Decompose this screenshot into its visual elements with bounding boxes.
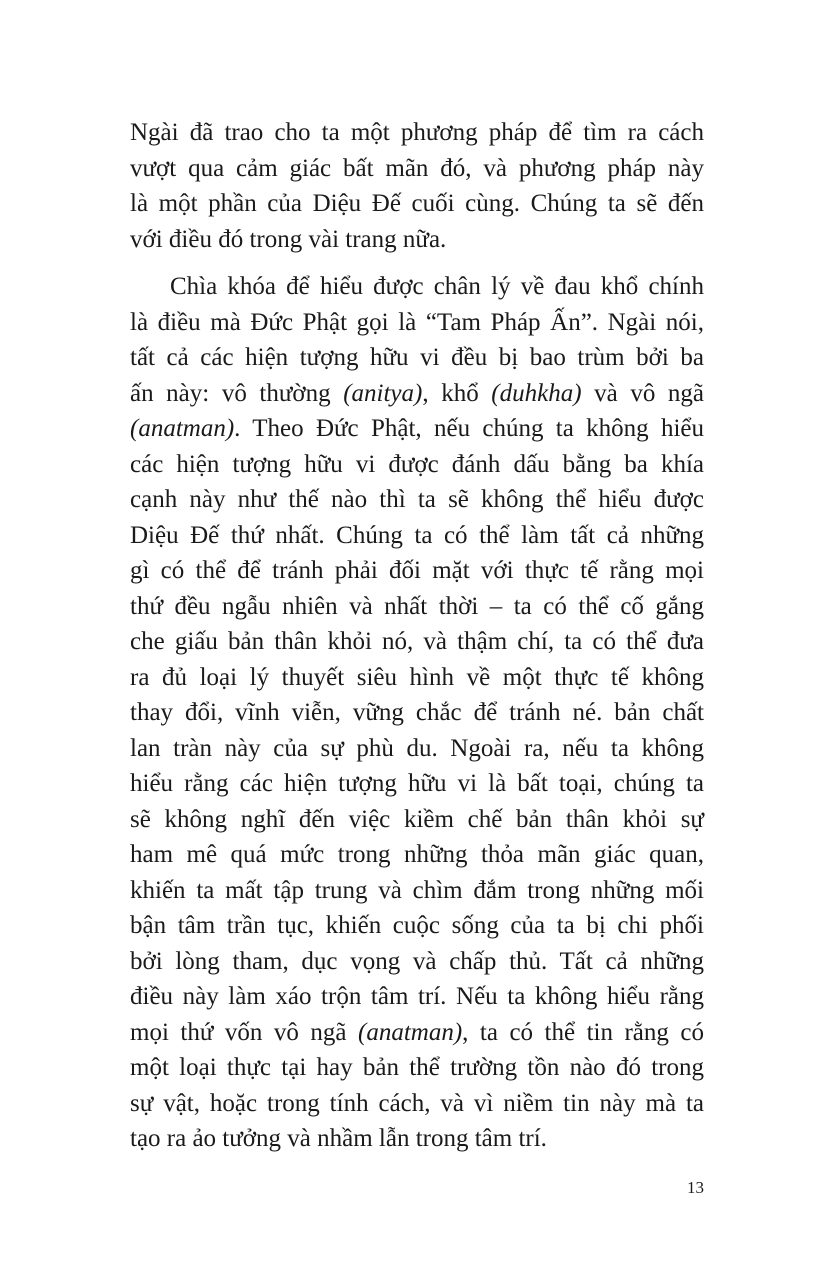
text-line xyxy=(130,1015,704,1051)
text-line: gì có thể để tránh phải đối mặt với thực tế rằng mọi xyxy=(130,557,704,584)
text-line: một loại thực tại hay bản thể trường tồn nào đó trong xyxy=(130,1054,704,1081)
text-line: tạo ra ảo tưởng và nhầm lẫn trong tâm trí. xyxy=(130,1125,547,1152)
text-line: là một phần của Diệu Đế cuối cùng. Chúng ta sẽ đến xyxy=(130,190,704,217)
text-line: thứ đều ngẫu nhiên và nhất thời – ta có thể cố gắng xyxy=(130,592,704,620)
text-line xyxy=(130,376,704,412)
italic-term: (duhkha) xyxy=(491,379,582,407)
text-line: hiểu rằng các hiện tượng hữu vi là bất toại, chúng ta xyxy=(130,770,704,797)
text-line: với điều đó trong vài trang nữa. xyxy=(130,225,447,253)
text-segment: và vô ngã xyxy=(581,379,705,407)
text-line: khiến ta mất tập trung và chìm đắm trong những mối xyxy=(130,876,704,904)
text-segment: , khổ xyxy=(422,379,492,407)
text-line: bận tâm trần tục, khiến cuộc sống của ta bị chi phối xyxy=(130,912,704,939)
body-text xyxy=(130,115,704,1157)
text-segment: . Theo Đức Phật, nếu chúng ta không hiểu xyxy=(234,415,704,442)
text-line: là điều mà Đức Phật gọi là “Tam Pháp Ấn”. Ngài nói, xyxy=(130,308,704,336)
text-line: cạnh này như thế nào thì ta sẽ không thể hiểu được xyxy=(130,486,704,513)
text-line: thay đổi, vĩnh viễn, vững chắc để tránh né. bản chất xyxy=(130,699,704,726)
text-line: ham mê quá mức trong những thỏa mãn giác quan, xyxy=(130,841,704,868)
text-line: che giấu bản thân khỏi nó, và thậm chí, ta có thể đưa xyxy=(130,628,704,655)
text-line: vượt qua cảm giác bất mãn đó, và phương pháp này xyxy=(130,154,704,182)
text-line: các hiện tượng hữu vi được đánh dấu bằng ba khía xyxy=(130,450,704,478)
text-line: Chìa khóa để hiểu được chân lý về đau khổ chính xyxy=(170,273,704,300)
text-line: sẽ không nghĩ đến việc kiềm chế bản thân khỏi sự xyxy=(130,805,704,833)
text-segment: ấn này: vô thường xyxy=(130,379,344,407)
paragraph xyxy=(130,269,704,1157)
italic-term: (anatman) xyxy=(130,415,235,442)
italic-term: (anatman) xyxy=(358,1018,463,1046)
text-segment: mọi thứ vốn vô ngã xyxy=(130,1018,358,1046)
text-line: ra đủ loại lý thuyết siêu hình về một thực tế không xyxy=(130,663,704,691)
italic-term: (anitya) xyxy=(343,379,423,407)
text-line: sự vật, hoặc trong tính cách, và vì niềm tin này mà ta xyxy=(130,1089,704,1117)
text-line: điều này làm xáo trộn tâm trí. Nếu ta không hiểu rằng xyxy=(130,983,704,1010)
text-line: lan tràn này của sự phù du. Ngoài ra, nếu ta không xyxy=(130,734,704,762)
text-line: Ngài đã trao cho ta một phương pháp để tìm ra cách xyxy=(130,119,704,146)
text-line: bởi lòng tham, dục vọng và chấp thủ. Tất cả những xyxy=(130,947,704,975)
paragraph xyxy=(130,115,704,257)
page-number: 13 xyxy=(687,1178,704,1197)
text-line: tất cả các hiện tượng hữu vi đều bị bao trùm bởi ba xyxy=(130,344,704,371)
text-line: Diệu Đế thứ nhất. Chúng ta có thể làm tất cả những xyxy=(130,521,704,549)
text-segment: , ta có thể tin rằng có xyxy=(462,1018,705,1046)
text-line xyxy=(130,411,704,447)
